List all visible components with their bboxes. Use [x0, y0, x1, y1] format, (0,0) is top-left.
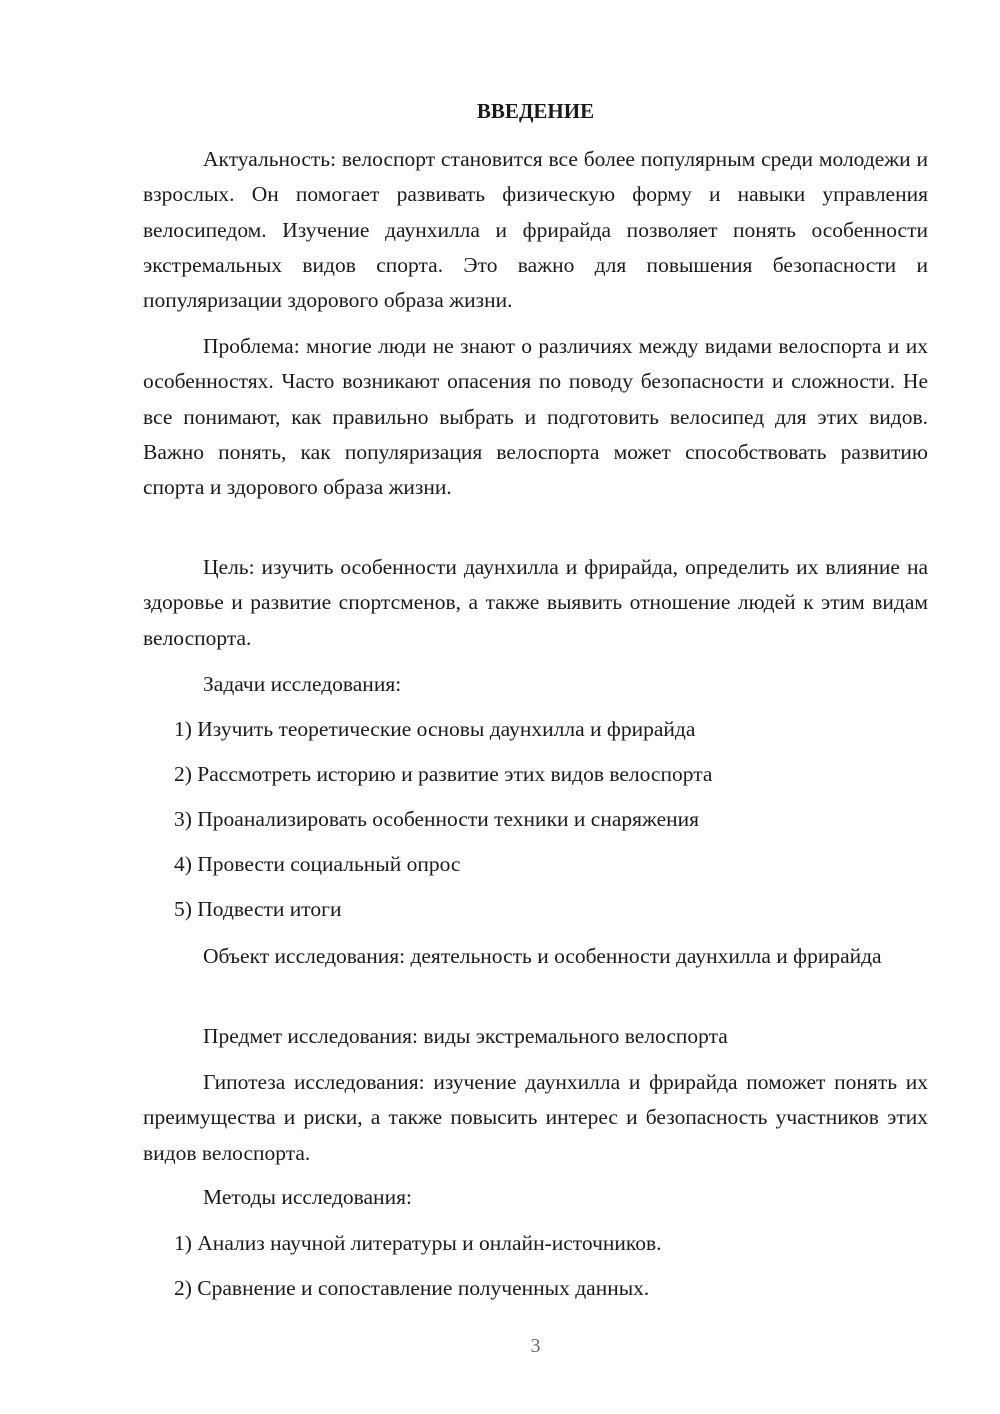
- task-item: 2) Рассмотреть историю и развитие этих видов велоспорта: [174, 762, 713, 786]
- document-page: [143, 0, 928, 1414]
- method-item: 2) Сравнение и сопоставление полученных данных.: [174, 1276, 650, 1300]
- goal-paragraph: Цель: изучить особенности даунхилла и фрирайда, определить их влияние на здоровье и развитие спортсменов, а также выявить отношение людей к этим видам велоспорта.: [143, 555, 928, 650]
- tasks-heading: Задачи исследования:: [203, 672, 402, 696]
- methods-heading: Методы исследования:: [203, 1185, 412, 1209]
- task-item: 1) Изучить теоретические основы даунхилла и фрирайда: [174, 717, 696, 741]
- subject-paragraph: Предмет исследования: виды экстремального велоспорта: [203, 1024, 728, 1048]
- method-item: 1) Анализ научной литературы и онлайн-источников.: [174, 1231, 662, 1255]
- task-item: 3) Проанализировать особенности техники и снаряжения: [174, 807, 700, 831]
- task-item: 4) Провести социальный опрос: [174, 852, 461, 876]
- page-title: ВВЕДЕНИЕ: [476, 99, 595, 123]
- problem-paragraph: Проблема: многие люди не знают о различиях между видами велоспорта и их особенностях. Часто возникают опасения по поводу безопасности и сложности. Не все понимают, как правильно выбрать и подготовить велосипед для этих видов. Важно понять, как популяризация велоспорта может способствовать развитию спорта и здорового образа жизни.: [143, 334, 928, 500]
- hypothesis-paragraph: Гипотеза исследования: изучение даунхилла и фрирайда поможет понять их преимущества и риски, а также повысить интерес и безопасность участников этих видов велоспорта.: [143, 1070, 928, 1165]
- relevance-paragraph: Актуальность: велоспорт становится все более популярным среди молодежи и взрослых. Он помогает развивать физическую форму и навыки управления велосипедом. Изучение даунхилла и фрирайда позволяет понять особенности экстремальных видов спорта. Это важно для повышения безопасности и популяризации здорового образа жизни.: [143, 147, 928, 313]
- task-item: 5) Подвести итоги: [174, 897, 342, 921]
- page-number: 3: [530, 1335, 541, 1357]
- object-paragraph: Объект исследования: деятельность и особенности даунхилла и фрирайда: [203, 944, 882, 968]
